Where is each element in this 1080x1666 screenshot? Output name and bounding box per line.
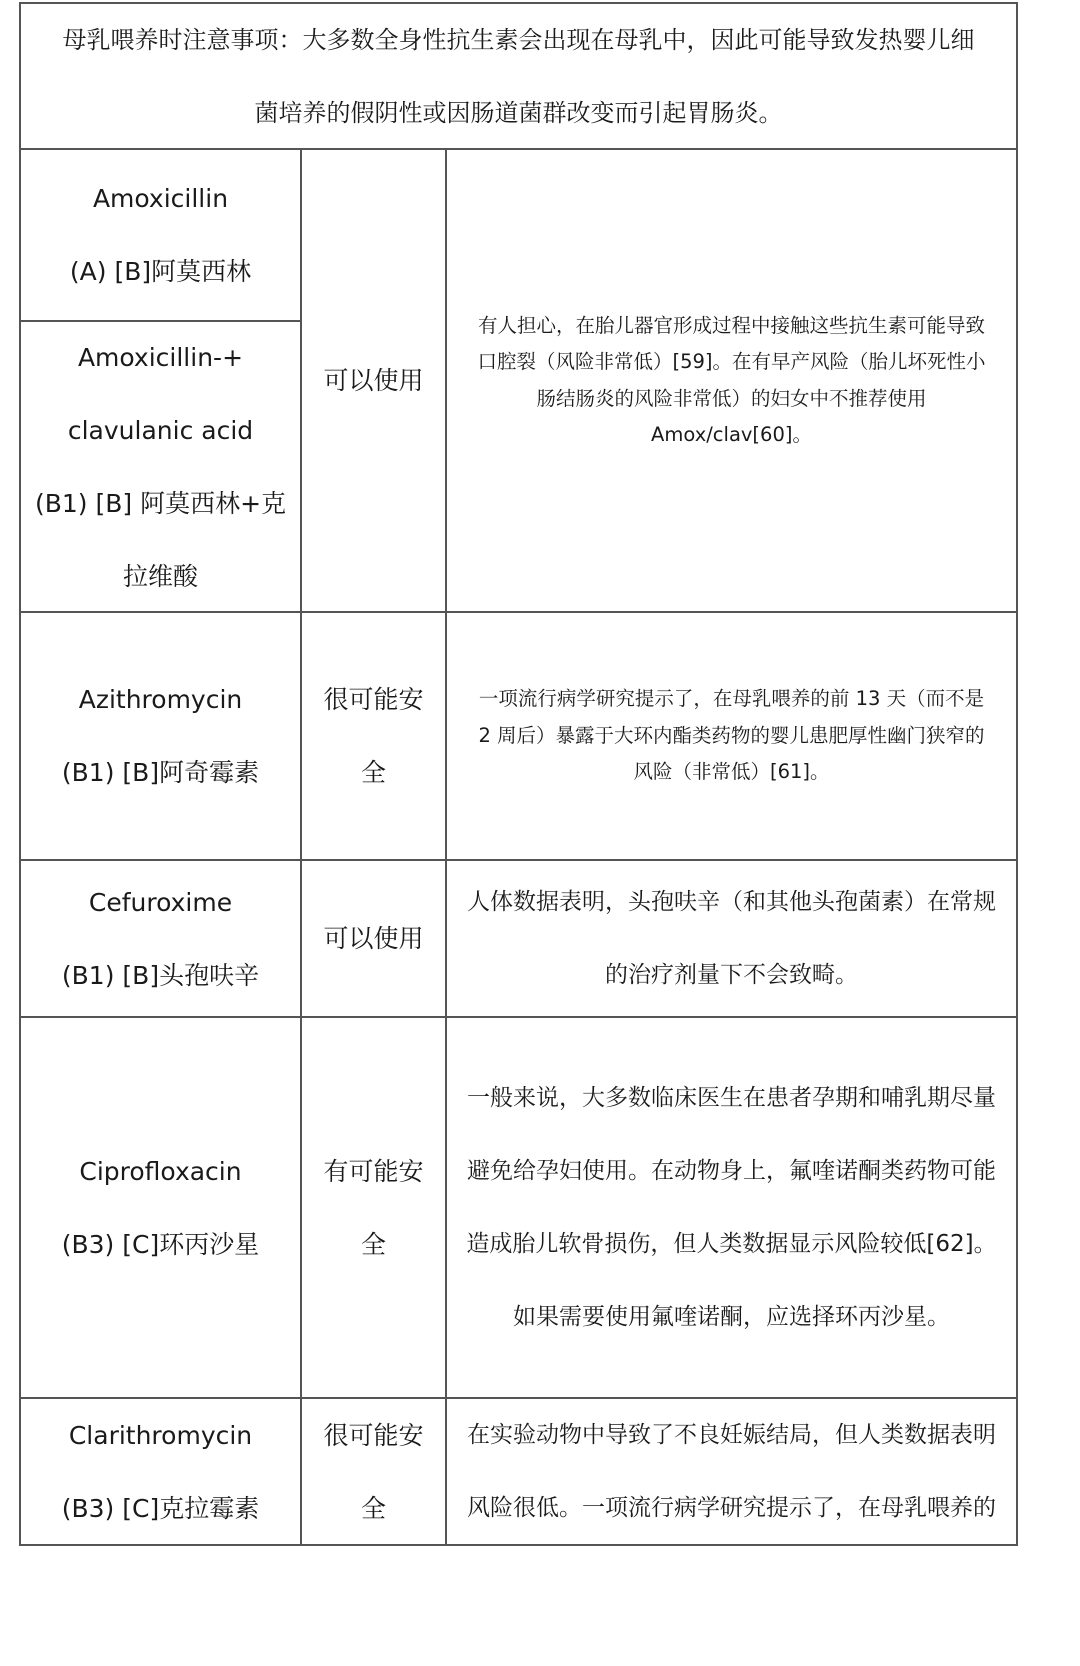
note-line: 的治疗剂量下不会致畸。 — [605, 961, 858, 988]
note-cell — [447, 150, 1016, 611]
drug-category: (B1) [B]头孢呋辛 — [61, 960, 260, 990]
drug-cell-azithromycin — [21, 613, 300, 859]
note-cell — [447, 861, 1016, 1016]
drug-name: clavulanic acid — [67, 415, 254, 445]
note-cell — [447, 1018, 1016, 1397]
note-line: 如果需要使用氟喹诺酮，应选择环丙沙星。 — [513, 1303, 950, 1330]
safety-status: 全 — [360, 1493, 386, 1523]
note-line: 人体数据表明，头孢呋辛（和其他头孢菌素）在常规 — [467, 888, 996, 915]
safety-status: 很可能安 — [323, 1420, 424, 1450]
safety-status-cell — [302, 1018, 445, 1397]
safety-status: 全 — [360, 758, 386, 787]
drug-cell-cefuroxime — [21, 861, 300, 1016]
safety-status: 可以使用 — [323, 924, 424, 953]
note-line: 2 周后）暴露于大环内酯类药物的婴儿患肥厚性幽门狭窄的 — [478, 723, 985, 747]
note-line: Amox/clav[60]。 — [651, 423, 812, 446]
note-line: 避免给孕妇使用。在动物身上，氟喹诺酮类药物可能 — [467, 1157, 996, 1184]
safety-status: 全 — [360, 1229, 386, 1259]
drug-category: (B3) [C]克拉霉素 — [61, 1493, 260, 1523]
safety-status-cell — [302, 861, 445, 1016]
header-line: 母乳喂养时注意事项：大多数全身性抗生素会出现在母乳中，因此可能导致发热婴儿细 — [62, 26, 975, 54]
note-cell — [447, 613, 1016, 859]
drug-name: Clarithromycin — [68, 1420, 253, 1450]
safety-status: 有可能安 — [323, 1156, 424, 1186]
drug-name: Amoxicillin-+ — [77, 342, 244, 372]
drug-cell-amoxicillin — [21, 150, 300, 320]
drug-cell-clarithromycin — [21, 1399, 300, 1544]
note-line: 风险很低。一项流行病学研究提示了，在母乳喂养的 — [467, 1494, 996, 1521]
note-line: 在实验动物中导致了不良妊娠结局，但人类数据表明 — [467, 1421, 996, 1448]
drug-category: 拉维酸 — [122, 561, 198, 591]
drug-name: Cefuroxime — [88, 887, 233, 917]
safety-status: 可以使用 — [323, 366, 424, 395]
note-line: 口腔裂（风险非常低）[59]。在有早产风险（胎儿坏死性小 — [477, 350, 986, 373]
drug-cell-amoxicillin-clavulanate — [21, 322, 300, 611]
drug-category: (B1) [B] 阿莫西林+克 — [34, 488, 287, 518]
drug-cell-ciprofloxacin — [21, 1018, 300, 1397]
note-line: 风险（非常低）[61]。 — [633, 760, 830, 784]
note-line: 有人担心，在胎儿器官形成过程中接触这些抗生素可能导致 — [477, 313, 985, 337]
drug-category: (A) [B]阿莫西林 — [69, 257, 252, 286]
safety-status: 很可能安 — [323, 685, 424, 714]
drug-name: Ciprofloxacin — [79, 1156, 242, 1186]
note-line: 一般来说，大多数临床医生在患者孕期和哺乳期尽量 — [467, 1084, 996, 1111]
drug-name: Amoxicillin — [92, 184, 229, 213]
drug-category: (B3) [C]环丙沙星 — [61, 1229, 260, 1259]
note-line: 造成胎儿软骨损伤，但人类数据显示风险较低[62]。 — [466, 1230, 997, 1257]
header-line: 菌培养的假阴性或因肠道菌群改变而引起胃肠炎。 — [254, 99, 783, 127]
antibiotic-safety-table — [19, 2, 1018, 1546]
breastfeeding-note-header — [21, 4, 1016, 150]
drug-category: (B1) [B]阿奇霉素 — [61, 758, 260, 787]
safety-status-cell — [302, 150, 445, 611]
safety-status-cell — [302, 613, 445, 859]
safety-status-cell — [302, 1399, 445, 1544]
note-line: 一项流行病学研究提示了，在母乳喂养的前 13 天（而不是 — [478, 687, 985, 711]
drug-name: Azithromycin — [78, 685, 243, 714]
note-cell — [447, 1399, 1016, 1544]
note-line: 肠结肠炎的风险非常低）的妇女中不推荐使用 — [536, 386, 927, 410]
